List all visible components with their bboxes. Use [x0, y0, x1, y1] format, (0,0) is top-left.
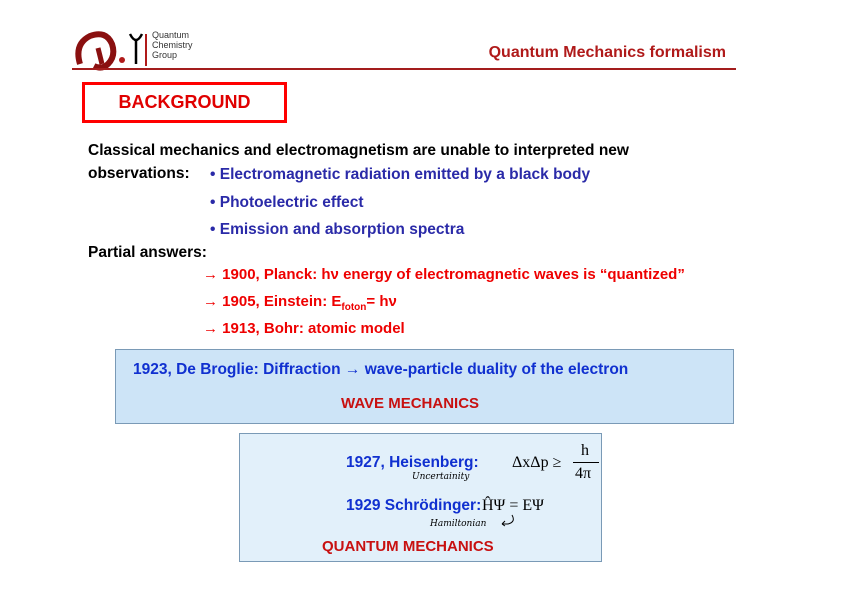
de-broglie-line: 1923, De Broglie: Diffraction → wave-particle duality of the electron — [133, 361, 629, 378]
slide-header-title: Quantum Mechanics formalism — [488, 44, 726, 61]
logo-line-3: Group — [152, 50, 178, 60]
heisenberg-lhs: ΔxΔp ≥ — [512, 454, 562, 471]
section-label: BACKGROUND — [118, 92, 251, 112]
heisenberg-numerator: h — [581, 442, 589, 459]
bullet-dot-icon: • — [210, 166, 220, 183]
bullet-text: Electromagnetic radiation emitted by a black body — [219, 166, 591, 183]
fraction-bar — [573, 462, 599, 463]
answer-einstein-text: → 1905, Einstein: E — [203, 293, 342, 310]
curved-arrow-icon — [496, 514, 520, 528]
intro-line-2: observations: — [88, 165, 190, 182]
answer-planck: → 1900, Planck: hν energy of electromagnetic waves is “quantized” — [203, 266, 685, 283]
logo-text — [152, 30, 193, 60]
partial-answers-label: Partial answers: — [88, 244, 207, 261]
quantum-mechanics-label: QUANTUM MECHANICS — [322, 538, 494, 555]
bullet-text: Emission and absorption spectra — [219, 221, 465, 238]
answer-einstein-eq: = hν — [366, 293, 397, 310]
logo-icon — [72, 24, 222, 74]
group-logo — [72, 24, 222, 74]
schrodinger-equation: ĤΨ = EΨ — [482, 497, 544, 514]
bullet-text: Photoelectric effect — [219, 194, 364, 211]
heisenberg-label: 1927, Heisenberg: — [346, 454, 479, 471]
bullet-dot-icon: • — [210, 221, 220, 238]
answer-einstein — [203, 293, 397, 313]
heisenberg-denominator: 4π — [575, 465, 592, 482]
logo-line-1: Quantum — [152, 30, 190, 40]
wave-mechanics-label: WAVE MECHANICS — [341, 395, 480, 412]
bullet-dot-icon: • — [210, 194, 220, 211]
bullet-item — [210, 221, 464, 239]
header-divider — [72, 68, 736, 70]
hamiltonian-note: Hamiltonian — [430, 519, 487, 529]
answer-bohr: → 1913, Bohr: atomic model — [203, 320, 405, 337]
intro-line-1: Classical mechanics and electromagnetism are unable to interpreted new — [88, 142, 629, 159]
logo-line-2: Chemistry — [152, 40, 193, 50]
bullet-item — [210, 166, 590, 184]
uncertainty-note: Uncertainity — [412, 472, 470, 482]
answer-einstein-subscript: foton — [341, 302, 367, 313]
bullet-item — [210, 194, 364, 212]
schrodinger-label: 1929 Schrödinger: — [346, 497, 482, 514]
